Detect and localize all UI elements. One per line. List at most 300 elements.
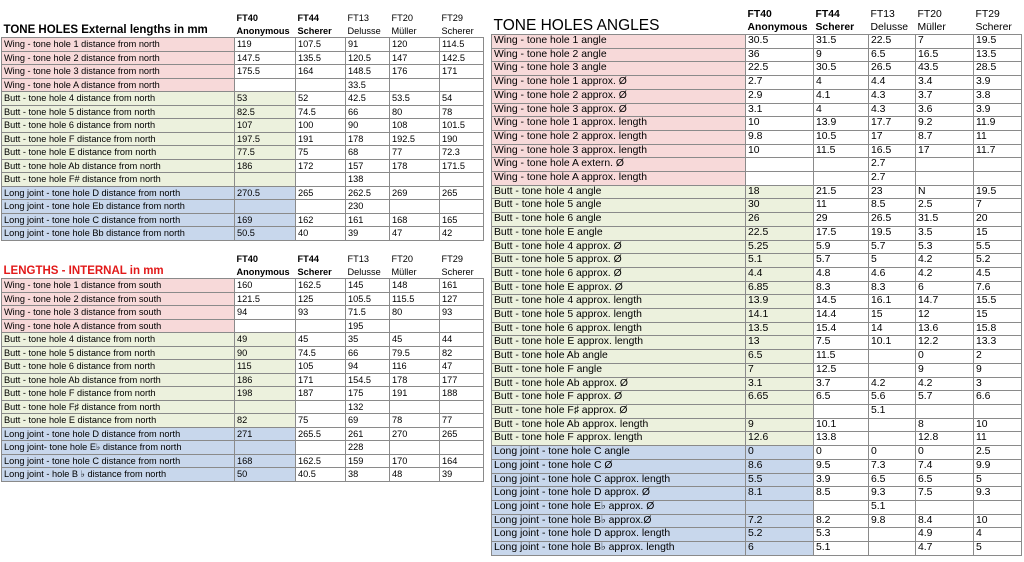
cell-value: 14.1 (746, 309, 814, 323)
cell-value: 18 (746, 185, 814, 199)
cell-value: 138 (346, 173, 390, 187)
cell-value: 121.5 (235, 292, 296, 306)
cell-value: 15 (974, 226, 1022, 240)
cell-value: 35 (346, 333, 390, 347)
cell-value: 11.5 (814, 350, 869, 364)
table-row (492, 432, 1022, 446)
internal-lengths-table (1, 253, 484, 482)
row-label: Butt - tone hole F# distance from north (2, 173, 235, 187)
cell-value: 2.7 (746, 76, 814, 90)
cell-value: 38 (346, 468, 390, 482)
cell-value: 3.4 (916, 76, 974, 90)
table-row (2, 213, 484, 227)
cell-value: 11.7 (974, 144, 1022, 158)
cell-value: 80 (390, 306, 440, 320)
cell-value: 10 (746, 117, 814, 131)
cell-value: 107 (235, 119, 296, 133)
row-label: Long joint - tone hole E♭ approx. Ø (492, 500, 746, 514)
cell-value: 10.1 (869, 336, 916, 350)
cell-value (390, 441, 440, 455)
table-row (492, 185, 1022, 199)
cell-value: 10 (974, 418, 1022, 432)
cell-value: 4.4 (746, 267, 814, 281)
row-label: Wing - tone hole 3 distance from south (2, 306, 235, 320)
cell-value: 148 (390, 279, 440, 293)
cell-value: 9 (916, 363, 974, 377)
table-row (492, 281, 1022, 295)
row-label: Long joint - tone hole C distance from north (2, 454, 235, 468)
cell-value: 171 (440, 65, 484, 79)
cell-value (916, 404, 974, 418)
row-label: Wing - tone hole A distance from south (2, 319, 235, 333)
cell-value: 265.5 (296, 427, 346, 441)
column-code: FT29 (441, 13, 463, 23)
row-label: Butt - tone hole 6 approx. Ø (492, 267, 746, 281)
cell-value: 191 (296, 132, 346, 146)
cell-value (814, 158, 869, 172)
table-row (492, 117, 1022, 131)
row-label: Wing - tone hole 1 distance from north (2, 38, 235, 52)
cell-value: 11 (814, 199, 869, 213)
cell-value (296, 319, 346, 333)
cell-value: 5.2 (746, 528, 814, 542)
cell-value: 52 (296, 92, 346, 106)
cell-value: 6.5 (869, 473, 916, 487)
column-name: Scherer (815, 21, 855, 33)
row-label: Long joint - tone hole D approx. Ø (492, 487, 746, 501)
row-label: Butt - tone hole Ab approx. length (492, 418, 746, 432)
cell-value: 4.3 (869, 89, 916, 103)
cell-value: 148.5 (346, 65, 390, 79)
row-label: Long joint - tone hole C distance from north (2, 213, 235, 227)
cell-value: 78 (440, 105, 484, 119)
cell-value: 3.1 (746, 377, 814, 391)
cell-value: 90 (235, 346, 296, 360)
cell-value: 119 (235, 38, 296, 52)
cell-value: 50.5 (235, 227, 296, 241)
section-title: TONE HOLES External lengths in mm (2, 12, 235, 38)
table-row (492, 89, 1022, 103)
column-header-ft20 (390, 253, 440, 279)
cell-value: 127 (440, 292, 484, 306)
cell-value: 77 (440, 414, 484, 428)
cell-value: 47 (390, 227, 440, 241)
cell-value: 116 (390, 360, 440, 374)
table-row (2, 227, 484, 241)
cell-value: 39 (440, 468, 484, 482)
cell-value: 4.2 (869, 377, 916, 391)
table-row (2, 105, 484, 119)
cell-value: 26.5 (869, 62, 916, 76)
row-label: Butt - tone hole E distance from north (2, 414, 235, 428)
cell-value: 4.9 (916, 528, 974, 542)
cell-value: 94 (235, 306, 296, 320)
row-label: Butt - tone hole F♯ approx. Ø (492, 404, 746, 418)
row-label: Butt - tone hole 4 approx. Ø (492, 240, 746, 254)
cell-value: 9.9 (974, 459, 1022, 473)
row-label: Long joint - tone hole C Ø (492, 459, 746, 473)
row-label: Butt - tone hole E approx. Ø (492, 281, 746, 295)
row-label: Butt - tone hole 6 approx. length (492, 322, 746, 336)
cell-value: 30 (746, 199, 814, 213)
table-row (492, 295, 1022, 309)
column-header-ft44 (296, 12, 346, 38)
cell-value: 5.1 (869, 500, 916, 514)
table-row (492, 309, 1022, 323)
cell-value: 5.3 (814, 528, 869, 542)
cell-value: 7 (916, 35, 974, 49)
row-label: Butt - tone hole Ab distance from north (2, 373, 235, 387)
cell-value: 7.2 (746, 514, 814, 528)
cell-value (746, 158, 814, 172)
table-row (2, 441, 484, 455)
cell-value (869, 542, 916, 556)
cell-value (296, 400, 346, 414)
table-row (492, 48, 1022, 62)
cell-value: 5.5 (974, 240, 1022, 254)
table-row (492, 391, 1022, 405)
row-label: Wing - tone hole 2 approx. length (492, 130, 746, 144)
cell-value: 82 (440, 346, 484, 360)
column-code: FT13 (870, 9, 895, 20)
cell-value: 22.5 (746, 226, 814, 240)
cell-value: 10.1 (814, 418, 869, 432)
cell-value: 164 (440, 454, 484, 468)
cell-value: 22.5 (746, 62, 814, 76)
cell-value (916, 172, 974, 186)
cell-value: 105 (296, 360, 346, 374)
row-label: Wing - tone hole 1 angle (492, 35, 746, 49)
table-row (2, 427, 484, 441)
cell-value: 157 (346, 159, 390, 173)
cell-value: 8.3 (869, 281, 916, 295)
cell-value (814, 172, 869, 186)
row-label: Wing - tone hole 2 angle (492, 48, 746, 62)
cell-value: 165 (440, 213, 484, 227)
row-label: Butt - tone hole F distance from north (2, 387, 235, 401)
table-row (492, 103, 1022, 117)
cell-value: 9 (814, 48, 869, 62)
cell-value: 269 (390, 186, 440, 200)
cell-value: 192.5 (390, 132, 440, 146)
cell-value (869, 350, 916, 364)
column-header-ft44 (814, 9, 869, 35)
cell-value (440, 173, 484, 187)
row-label: Butt - tone hole F approx. length (492, 432, 746, 446)
cell-value: 108 (390, 119, 440, 133)
cell-value: 120.5 (346, 51, 390, 65)
cell-value (235, 78, 296, 92)
cell-value: 30.5 (746, 35, 814, 49)
column-name: Scherer (441, 25, 474, 36)
table-row (492, 254, 1022, 268)
row-label: Butt - tone hole E approx. length (492, 336, 746, 350)
column-code: FT20 (391, 254, 413, 264)
cell-value: 7 (974, 199, 1022, 213)
cell-value: 12.2 (916, 336, 974, 350)
cell-value: 50 (235, 468, 296, 482)
cell-value: 77.5 (235, 146, 296, 160)
cell-value: 19.5 (974, 35, 1022, 49)
table-row (492, 500, 1022, 514)
cell-value: 68 (346, 146, 390, 160)
cell-value: 186 (235, 373, 296, 387)
cell-value: 12.8 (916, 432, 974, 446)
cell-value (916, 158, 974, 172)
cell-value (440, 78, 484, 92)
cell-value: 7.6 (974, 281, 1022, 295)
row-label: Butt - tone hole 4 distance from north (2, 92, 235, 106)
cell-value: 19.5 (974, 185, 1022, 199)
row-label: Wing - tone hole 3 approx. length (492, 144, 746, 158)
cell-value: 105.5 (346, 292, 390, 306)
column-name: Anonymous (747, 21, 808, 33)
table-row (492, 350, 1022, 364)
cell-value: 161 (346, 213, 390, 227)
cell-value: 14.7 (916, 295, 974, 309)
cell-value: 176 (390, 65, 440, 79)
cell-value: 0 (814, 446, 869, 460)
cell-value: 271 (235, 427, 296, 441)
cell-value: 8.6 (746, 459, 814, 473)
cell-value: 23 (869, 185, 916, 199)
cell-value: 2.5 (974, 446, 1022, 460)
cell-value: 5.1 (869, 404, 916, 418)
cell-value: 31.5 (916, 213, 974, 227)
cell-value: 162 (296, 213, 346, 227)
table-row (2, 38, 484, 52)
cell-value: 11 (974, 130, 1022, 144)
row-label: Wing - tone hole 1 approx. Ø (492, 76, 746, 90)
cell-value: 5.7 (869, 240, 916, 254)
cell-value: 186 (235, 159, 296, 173)
cell-value: 162.5 (296, 279, 346, 293)
cell-value: 26.5 (869, 213, 916, 227)
table-row (2, 400, 484, 414)
row-label: Butt - tone hole F angle (492, 363, 746, 377)
cell-value: 14.4 (814, 309, 869, 323)
table-row (492, 199, 1022, 213)
cell-value: 15 (869, 309, 916, 323)
cell-value: 14.5 (814, 295, 869, 309)
column-name: Müller (391, 266, 417, 277)
row-label: Butt - tone hole 5 distance from north (2, 105, 235, 119)
cell-value: 43.5 (916, 62, 974, 76)
cell-value: 169 (235, 213, 296, 227)
row-label: Wing - tone hole A distance from north (2, 78, 235, 92)
cell-value: 188 (440, 387, 484, 401)
cell-value: 147 (390, 51, 440, 65)
column-header-ft44 (296, 253, 346, 279)
cell-value: 4.2 (916, 267, 974, 281)
column-name: Scherer (297, 25, 332, 36)
row-label: Long joint - tone hole C approx. length (492, 473, 746, 487)
cell-value: 9 (746, 418, 814, 432)
cell-value: 15.5 (974, 295, 1022, 309)
cell-value: 6.5 (814, 391, 869, 405)
cell-value: 3 (974, 377, 1022, 391)
cell-value: 3.5 (916, 226, 974, 240)
cell-value: 16.1 (869, 295, 916, 309)
cell-value: 13 (746, 336, 814, 350)
row-label: Long joint - tone hole D distance from north (2, 186, 235, 200)
cell-value: 2.7 (869, 158, 916, 172)
cell-value: 161 (440, 279, 484, 293)
table-row (492, 514, 1022, 528)
cell-value: 4.5 (974, 267, 1022, 281)
cell-value: 10 (746, 144, 814, 158)
cell-value (814, 404, 869, 418)
cell-value: 16.5 (869, 144, 916, 158)
cell-value: 168 (235, 454, 296, 468)
row-label: Long joint - hole B ♭ distance from north (2, 468, 235, 482)
cell-value: 120 (390, 38, 440, 52)
cell-value: 11 (974, 432, 1022, 446)
cell-value: 135.5 (296, 51, 346, 65)
table-row (492, 363, 1022, 377)
cell-value: 7 (746, 363, 814, 377)
cell-value: 80 (390, 105, 440, 119)
cell-value: 197.5 (235, 132, 296, 146)
cell-value: 78 (390, 414, 440, 428)
cell-value (296, 200, 346, 214)
cell-value: 9.8 (869, 514, 916, 528)
cell-value (814, 500, 869, 514)
cell-value: 178 (390, 159, 440, 173)
cell-value: 4.2 (916, 254, 974, 268)
cell-value: 175.5 (235, 65, 296, 79)
table-row (492, 130, 1022, 144)
table-row (2, 159, 484, 173)
cell-value (390, 78, 440, 92)
cell-value: 9.8 (746, 130, 814, 144)
row-label: Long joint - tone hole D approx. length (492, 528, 746, 542)
cell-value (974, 158, 1022, 172)
cell-value: 40 (296, 227, 346, 241)
table-row (2, 454, 484, 468)
table-row (492, 473, 1022, 487)
row-label: Long joint - tone hole B♭ approx.Ø (492, 514, 746, 528)
cell-value: 17 (916, 144, 974, 158)
cell-value: 6.65 (746, 391, 814, 405)
cell-value (869, 363, 916, 377)
row-label: Butt - tone hole 6 distance from north (2, 360, 235, 374)
table-row (2, 78, 484, 92)
cell-value: 3.9 (974, 103, 1022, 117)
row-label: Butt - tone hole 5 distance from north (2, 346, 235, 360)
cell-value: 71.5 (346, 306, 390, 320)
row-label: Butt - tone hole F distance from north (2, 132, 235, 146)
table-row (2, 414, 484, 428)
column-header-ft29 (440, 12, 484, 38)
cell-value: 4.6 (869, 267, 916, 281)
row-label: Butt - tone hole Ab angle (492, 350, 746, 364)
cell-value: 265 (296, 186, 346, 200)
cell-value: 5.9 (814, 240, 869, 254)
cell-value: 7.4 (916, 459, 974, 473)
cell-value: 66 (346, 105, 390, 119)
cell-value: 90 (346, 119, 390, 133)
cell-value: 5.6 (869, 391, 916, 405)
table-row (2, 292, 484, 306)
cell-value: 44 (440, 333, 484, 347)
cell-value: 79.5 (390, 346, 440, 360)
cell-value (974, 172, 1022, 186)
cell-value: 13.5 (746, 322, 814, 336)
column-header-ft13 (346, 12, 390, 38)
cell-value: 6.6 (974, 391, 1022, 405)
table-row (2, 346, 484, 360)
row-label: Butt - tone hole E distance from north (2, 146, 235, 160)
cell-value: 42 (440, 227, 484, 241)
table-row (2, 360, 484, 374)
table-row (492, 172, 1022, 186)
cell-value (869, 432, 916, 446)
cell-value: 30.5 (814, 62, 869, 76)
table-row (2, 65, 484, 79)
table-row (492, 542, 1022, 556)
section-title: TONE HOLES ANGLES (492, 9, 746, 35)
cell-value: 4 (974, 528, 1022, 542)
column-code: FT40 (747, 9, 772, 20)
column-code: FT29 (441, 254, 463, 264)
section-title: LENGTHS - INTERNAL in mm (2, 253, 235, 279)
cell-value: 54 (440, 92, 484, 106)
cell-value (235, 400, 296, 414)
column-name: Scherer (297, 266, 332, 277)
cell-value: 40.5 (296, 468, 346, 482)
cell-value: 7.5 (814, 336, 869, 350)
column-name: Delusse (347, 266, 381, 277)
cell-value: 93 (296, 306, 346, 320)
row-label: Wing - tone hole 3 angle (492, 62, 746, 76)
cell-value: 0 (916, 350, 974, 364)
column-code: FT29 (975, 9, 1000, 20)
cell-value: 2.9 (746, 89, 814, 103)
cell-value: 4.8 (814, 267, 869, 281)
cell-value: 33.5 (346, 78, 390, 92)
table-row (2, 146, 484, 160)
table-row (492, 459, 1022, 473)
cell-value: 6.5 (746, 350, 814, 364)
column-header-ft40 (746, 9, 814, 35)
table-row (2, 468, 484, 482)
cell-value: 2.5 (916, 199, 974, 213)
cell-value: 265 (440, 186, 484, 200)
table-row (2, 173, 484, 187)
table-row (2, 333, 484, 347)
table-row (492, 240, 1022, 254)
cell-value (440, 200, 484, 214)
cell-value: 261 (346, 427, 390, 441)
cell-value (440, 319, 484, 333)
cell-value: 198 (235, 387, 296, 401)
cell-value (296, 78, 346, 92)
table-row (492, 528, 1022, 542)
cell-value: 3.6 (916, 103, 974, 117)
row-label: Wing - tone hole 2 distance from south (2, 292, 235, 306)
cell-value: 162.5 (296, 454, 346, 468)
column-header-ft20 (916, 9, 974, 35)
cell-value: 5.3 (916, 240, 974, 254)
cell-value: 145 (346, 279, 390, 293)
row-label: Butt - tone hole E angle (492, 226, 746, 240)
cell-value: 17.5 (814, 226, 869, 240)
cell-value: 0 (869, 446, 916, 460)
row-label: Butt - tone hole 6 distance from north (2, 119, 235, 133)
cell-value (746, 500, 814, 514)
cell-value: 13.9 (746, 295, 814, 309)
